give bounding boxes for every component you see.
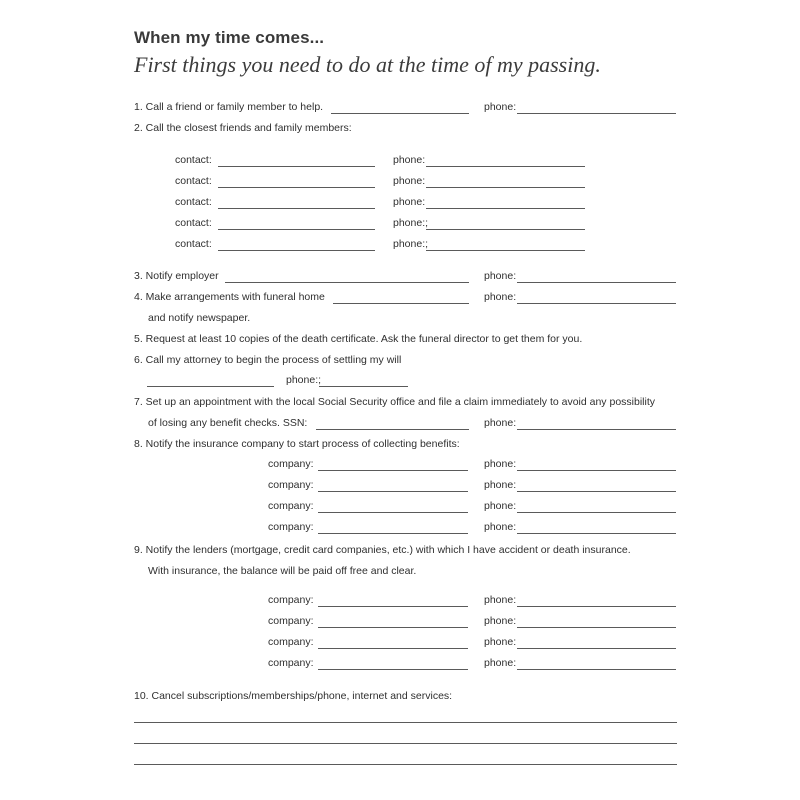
insurance-company-1-phone-field[interactable] (517, 470, 676, 471)
contact-5-label: contact: (175, 238, 212, 250)
insurance-company-2-label: company: (268, 479, 314, 491)
lender-company-4-field[interactable] (318, 669, 468, 670)
lender-company-2-phone-label: phone: (484, 615, 517, 627)
contact-5-phone-label: phone:; (393, 238, 429, 250)
form-subtitle: First things you need to do at the time of my passing. (134, 52, 601, 77)
services-line-3[interactable] (134, 764, 677, 765)
contact-4-phone-label: phone:; (393, 217, 429, 229)
employer-field[interactable] (225, 282, 469, 283)
contact-2-phone-label: phone: (393, 175, 426, 187)
lender-company-4-phone-label: phone: (484, 657, 517, 669)
contact-3-label: contact: (175, 196, 212, 208)
item-7-phone-field[interactable] (517, 429, 676, 430)
item-6-text: 6. Call my attorney to begin the process of settling my will (134, 354, 402, 366)
item-1-name-field[interactable] (331, 113, 469, 114)
lender-company-2-field[interactable] (318, 627, 468, 628)
contact-3-field[interactable] (218, 208, 375, 209)
item-1-text: 1. Call a friend or family member to help. (134, 101, 324, 113)
lender-company-2-phone-field[interactable] (517, 627, 676, 628)
insurance-company-1-field[interactable] (318, 470, 468, 471)
insurance-company-3-field[interactable] (318, 512, 468, 513)
item-4-text: 4. Make arrangements with funeral home (134, 291, 325, 303)
insurance-company-1-phone-label: phone: (484, 458, 517, 470)
item-1-phone-field[interactable] (517, 113, 676, 114)
lender-company-2-label: company: (268, 615, 314, 627)
lender-company-3-phone-label: phone: (484, 636, 517, 648)
lender-company-3-field[interactable] (318, 648, 468, 649)
insurance-company-3-phone-label: phone: (484, 500, 517, 512)
contact-5-phone-field[interactable] (426, 250, 585, 251)
insurance-company-4-phone-label: phone: (484, 521, 517, 533)
contact-3-phone-field[interactable] (426, 208, 585, 209)
insurance-company-2-field[interactable] (318, 491, 468, 492)
item-5-text: 5. Request at least 10 copies of the death certificate. Ask the funeral director to get them for you. (134, 333, 583, 345)
contact-2-field[interactable] (218, 187, 375, 188)
funeral-home-field[interactable] (333, 303, 469, 304)
insurance-company-2-phone-field[interactable] (517, 491, 676, 492)
item-3-text: 3. Notify employer (134, 270, 219, 282)
contact-2-phone-field[interactable] (426, 187, 585, 188)
insurance-company-3-phone-field[interactable] (517, 512, 676, 513)
item-3-phone-label: phone: (484, 270, 517, 282)
contact-2-label: contact: (175, 175, 212, 187)
insurance-company-1-label: company: (268, 458, 314, 470)
insurance-company-4-label: company: (268, 521, 314, 533)
contact-5-field[interactable] (218, 250, 375, 251)
item-3-phone-field[interactable] (517, 282, 676, 283)
item-4-text-cont: and notify newspaper. (148, 312, 251, 324)
item-9-text-cont: With insurance, the balance will be paid off free and clear. (148, 565, 417, 577)
lender-company-1-field[interactable] (318, 606, 468, 607)
form-title: When my time comes... (134, 28, 325, 47)
item-10-text: 10. Cancel subscriptions/memberships/phone, internet and services: (134, 690, 453, 702)
item-2-text: 2. Call the closest friends and family members: (134, 122, 352, 134)
attorney-field[interactable] (147, 386, 274, 387)
lender-company-1-phone-label: phone: (484, 594, 517, 606)
insurance-company-4-field[interactable] (318, 533, 468, 534)
lender-company-4-phone-field[interactable] (517, 669, 676, 670)
item-7-text-cont: of losing any benefit checks. SSN: (148, 417, 308, 429)
item-1-phone-label: phone: (484, 101, 517, 113)
insurance-company-2-phone-label: phone: (484, 479, 517, 491)
contact-4-phone-field[interactable] (426, 229, 585, 230)
item-9-text: 9. Notify the lenders (mortgage, credit card companies, etc.) with which I have accident or death insurance. (134, 544, 631, 556)
services-line-2[interactable] (134, 743, 677, 744)
item-4-phone-field[interactable] (517, 303, 676, 304)
contact-3-phone-label: phone: (393, 196, 426, 208)
contact-1-phone-field[interactable] (426, 166, 585, 167)
insurance-company-3-label: company: (268, 500, 314, 512)
lender-company-1-label: company: (268, 594, 314, 606)
lender-company-3-label: company: (268, 636, 314, 648)
contact-1-field[interactable] (218, 166, 375, 167)
item-6-phone-field[interactable] (319, 386, 408, 387)
contact-4-field[interactable] (218, 229, 375, 230)
contact-4-label: contact: (175, 217, 212, 229)
insurance-company-4-phone-field[interactable] (517, 533, 676, 534)
item-6-phone-label: phone:; (286, 374, 322, 386)
item-4-phone-label: phone: (484, 291, 517, 303)
contact-1-phone-label: phone: (393, 154, 426, 166)
lender-company-4-label: company: (268, 657, 314, 669)
item-8-text: 8. Notify the insurance company to start process of collecting benefits: (134, 438, 460, 450)
lender-company-3-phone-field[interactable] (517, 648, 676, 649)
contact-1-label: contact: (175, 154, 212, 166)
lender-company-1-phone-field[interactable] (517, 606, 676, 607)
item-7-text: 7. Set up an appointment with the local Social Security office and file a claim immediately to avoid any possibility (134, 396, 655, 408)
ssn-field[interactable] (316, 429, 469, 430)
item-7-phone-label: phone: (484, 417, 517, 429)
services-line-1[interactable] (134, 722, 677, 723)
